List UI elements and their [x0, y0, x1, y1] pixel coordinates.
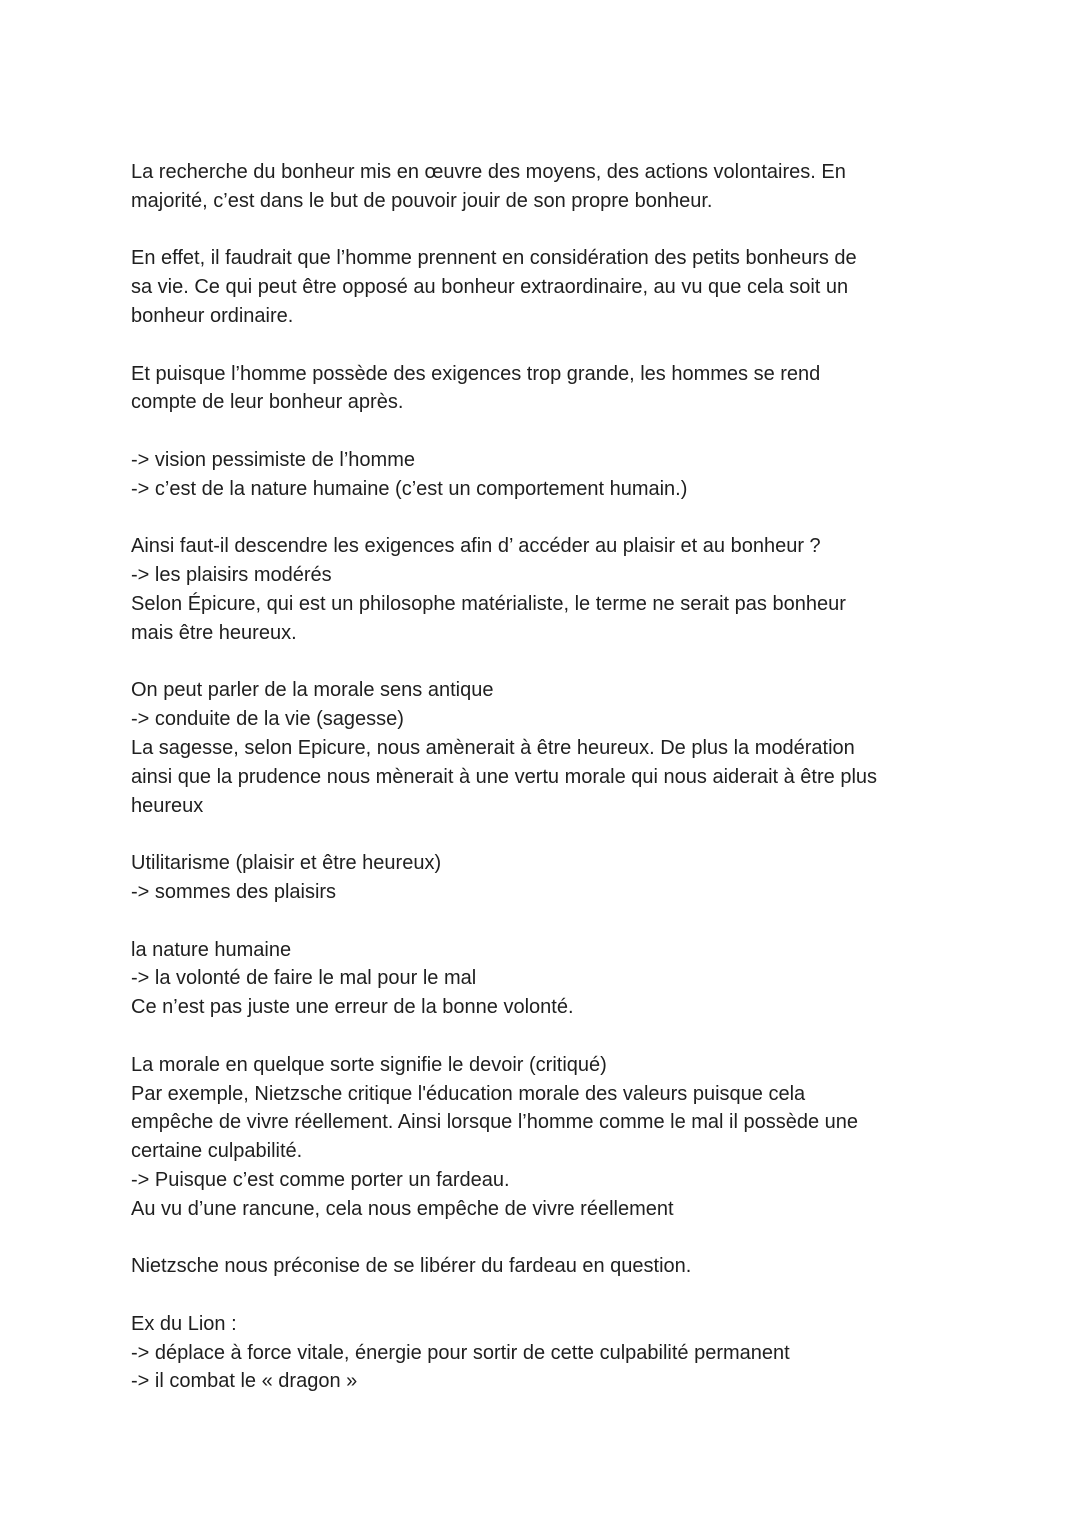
paragraph-3	[131, 360, 961, 418]
text-line: sa vie. Ce qui peut être opposé au bonheur extraordinaire, au vu que cela soit un	[131, 276, 849, 299]
text-line: Et puisque l’homme possède des exigences trop grande, les hommes se rend	[131, 362, 821, 385]
text-line: heureux	[131, 794, 204, 817]
paragraph-11	[131, 1310, 961, 1396]
text-line: -> les plaisirs modérés	[131, 564, 332, 587]
text-line: Nietzsche nous préconise de se libérer du fardeau en question.	[131, 1255, 692, 1278]
paragraph-5	[131, 532, 961, 647]
text-line: Par exemple, Nietzsche critique l'éducation morale des valeurs puisque cela	[131, 1082, 806, 1105]
text-line: -> la volonté de faire le mal pour le mal	[131, 967, 477, 990]
text-line: Ainsi faut-il descendre les exigences afin d’ accéder au plaisir et au bonheur ?	[131, 535, 821, 558]
paragraph-2	[131, 244, 961, 330]
paragraph-4	[131, 446, 961, 504]
text-line: Ex du Lion :	[131, 1312, 237, 1335]
text-line: compte de leur bonheur après.	[131, 391, 404, 414]
text-line: la nature humaine	[131, 938, 292, 961]
text-line: certaine culpabilité.	[131, 1140, 303, 1163]
text-line: ainsi que la prudence nous mènerait à une vertu morale qui nous aiderait à être plus	[131, 765, 878, 788]
text-line: La sagesse, selon Epicure, nous amènerait à être heureux. De plus la modération	[131, 736, 855, 759]
text-line: bonheur ordinaire.	[131, 304, 294, 327]
text-line: En effet, il faudrait que l’homme prennent en considération des petits bonheurs de	[131, 247, 857, 270]
paragraph-7	[131, 849, 961, 907]
text-line: -> conduite de la vie (sagesse)	[131, 708, 404, 731]
document-body	[131, 158, 961, 1425]
text-line: La morale en quelque sorte signifie le devoir (critiqué)	[131, 1053, 607, 1076]
text-line: Selon Épicure, qui est un philosophe matérialiste, le terme ne serait pas bonheur	[131, 592, 846, 615]
text-line: Au vu d’une rancune, cela nous empêche de vivre réellement	[131, 1197, 674, 1220]
text-line: Utilitarisme (plaisir et être heureux)	[131, 852, 442, 875]
text-line: majorité, c’est dans le but de pouvoir jouir de son propre bonheur.	[131, 189, 713, 212]
text-line: -> vision pessimiste de l’homme	[131, 448, 415, 471]
paragraph-6	[131, 676, 961, 820]
paragraph-9	[131, 1051, 961, 1224]
text-line: -> Puisque c’est comme porter un fardeau.	[131, 1168, 510, 1191]
paragraph-10	[131, 1252, 961, 1281]
paragraph-1	[131, 158, 961, 216]
paragraph-8	[131, 936, 961, 1022]
text-line: empêche de vivre réellement. Ainsi lorsque l’homme comme le mal il possède une	[131, 1111, 859, 1134]
text-line: -> déplace à force vitale, énergie pour sortir de cette culpabilité permanent	[131, 1341, 790, 1364]
text-line: -> sommes des plaisirs	[131, 880, 337, 903]
text-line: -> il combat le « dragon »	[131, 1370, 358, 1393]
text-line: Ce n’est pas juste une erreur de la bonne volonté.	[131, 996, 574, 1019]
text-line: mais être heureux.	[131, 621, 297, 644]
text-line: On peut parler de la morale sens antique	[131, 679, 494, 702]
text-line: -> c’est de la nature humaine (c’est un comportement humain.)	[131, 477, 688, 500]
text-line: La recherche du bonheur mis en œuvre des moyens, des actions volontaires. En	[131, 161, 846, 183]
